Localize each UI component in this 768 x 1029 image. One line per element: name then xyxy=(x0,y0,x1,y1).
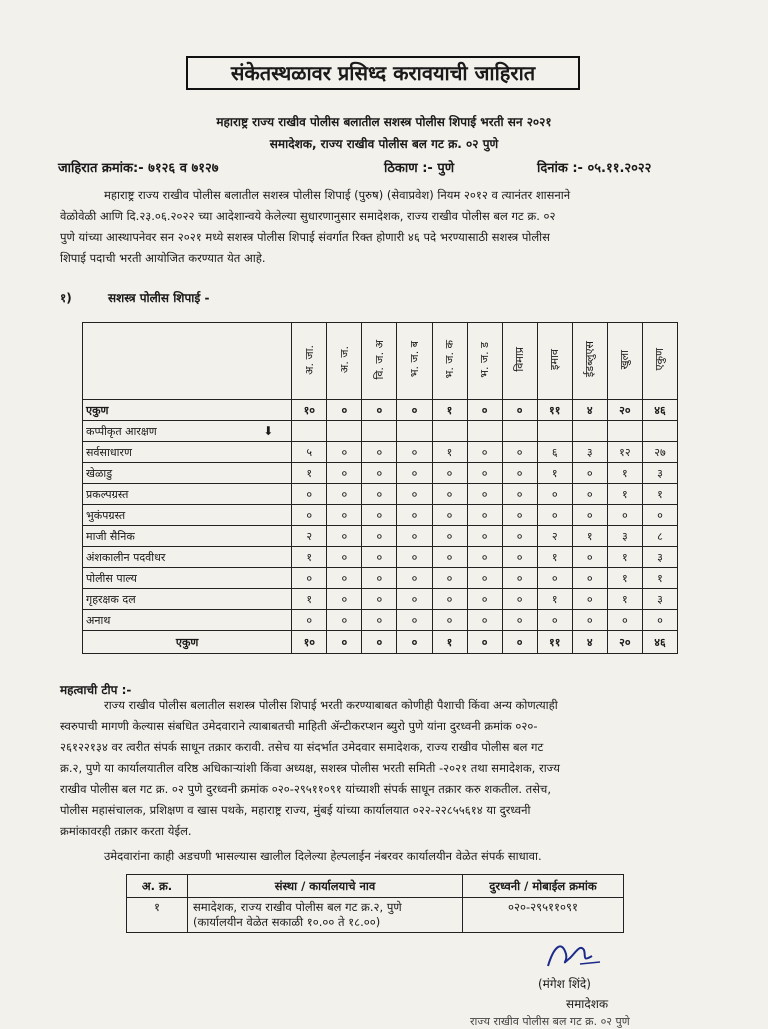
table-cell: ० xyxy=(432,505,467,526)
table-cell: ० xyxy=(537,610,572,631)
table-cell: ० xyxy=(502,610,537,631)
table-cell: १ xyxy=(537,547,572,568)
note-line: क्रमांकावरही तक्रार करता येईल. xyxy=(60,824,192,838)
table-cell: ० xyxy=(467,442,502,463)
table-cell: ० xyxy=(502,547,537,568)
table-cell xyxy=(572,421,607,442)
row-label xyxy=(83,526,292,547)
table-cell: ० xyxy=(432,484,467,505)
table-cell: १ xyxy=(607,568,642,589)
table-cell: ० xyxy=(362,589,397,610)
table-cell: ३ xyxy=(572,442,607,463)
column-header: भ. ज. क xyxy=(432,323,467,400)
vacancy-table xyxy=(82,322,678,654)
helpline-header: अ. क्र. xyxy=(127,875,188,898)
total-cell: ११ xyxy=(537,631,572,654)
table-cell xyxy=(432,421,467,442)
table-cell xyxy=(607,421,642,442)
table-cell: १ xyxy=(607,589,642,610)
table-cell xyxy=(537,421,572,442)
table-cell: १ xyxy=(642,484,677,505)
table-cell: १ xyxy=(572,526,607,547)
table-cell: ० xyxy=(397,568,432,589)
subtitle-office: समादेशक, राज्य राखीव पोलीस बल गट क्र. ०२ पुणे xyxy=(269,137,499,151)
section-title: सशस्त्र पोलीस शिपाई - xyxy=(108,291,210,305)
row-label-text: अनाथ xyxy=(86,613,111,627)
table-cell: १ xyxy=(292,589,327,610)
ad-number: जाहिरात क्रमांक:- ७१२६ व ७१२७ xyxy=(58,161,219,176)
row-label xyxy=(83,442,292,463)
table-cell: ० xyxy=(467,568,502,589)
table-cell: ० xyxy=(397,526,432,547)
table-cell: ४ xyxy=(572,400,607,421)
table-cell: ० xyxy=(292,610,327,631)
table-cell: २ xyxy=(537,526,572,547)
table-row xyxy=(83,463,678,484)
table-row xyxy=(83,400,678,421)
row-label xyxy=(83,589,292,610)
table-cell: ८ xyxy=(642,526,677,547)
table-cell: ० xyxy=(642,610,677,631)
table-cell: ० xyxy=(397,463,432,484)
table-row xyxy=(83,526,678,547)
table-cell: ० xyxy=(397,442,432,463)
table-cell: ० xyxy=(467,547,502,568)
row-label xyxy=(83,400,292,421)
table-cell: ० xyxy=(327,568,362,589)
table-cell: ० xyxy=(432,463,467,484)
helpline-header-row xyxy=(127,875,624,898)
table-cell: १ xyxy=(432,400,467,421)
table-corner xyxy=(83,323,292,400)
table-cell: ० xyxy=(572,547,607,568)
table-cell: ० xyxy=(327,610,362,631)
table-cell: ० xyxy=(572,568,607,589)
table-cell: ० xyxy=(432,589,467,610)
place: ठिकाण :- पुणे xyxy=(384,161,455,176)
row-label xyxy=(83,610,292,631)
table-cell xyxy=(502,421,537,442)
table-cell: ० xyxy=(537,484,572,505)
table-cell: ० xyxy=(607,505,642,526)
date: दिनांक :- ०५.११.२०२२ xyxy=(537,161,652,176)
table-row xyxy=(83,442,678,463)
table-cell: ० xyxy=(572,463,607,484)
column-header: अ. ज. xyxy=(327,323,362,400)
table-cell: ० xyxy=(327,442,362,463)
table-cell: ६ xyxy=(537,442,572,463)
table-cell: ० xyxy=(467,526,502,547)
row-label-text: सर्वसाधारण xyxy=(86,445,132,459)
column-header: खुला xyxy=(607,323,642,400)
table-cell xyxy=(362,421,397,442)
intro-line: वेळोवेळी आणि दि.२३.०६.२०२२ च्या आदेशान्वये केलेल्या सुधारणानुसार समादेशक, राज्य राखीव पोलीस बल गट क्र. ०२ xyxy=(60,209,556,223)
total-cell: ४६ xyxy=(642,631,677,654)
helpline-office-name: समादेशक, राज्य राखीव पोलीस बल गट क्र.२, पुणे xyxy=(193,900,402,914)
helpline-intro: उमेदवारांना काही अडचणी भासल्यास खालील दिलेल्या हेल्पलाईन नंबरवर कार्यालयीन वेळेत संपर्क साधावा. xyxy=(104,849,542,863)
total-cell: १ xyxy=(432,631,467,654)
total-label: एकुण xyxy=(83,631,292,654)
intro-line: महाराष्ट्र राज्य राखीव पोलीस बलातील सशस्त्र पोलीस शिपाई (पुरुष) (सेवाप्रवेश) नियम २०१२ व त्यानंतर शासनाने xyxy=(104,188,571,202)
table-cell: ० xyxy=(537,505,572,526)
column-header: एकुण xyxy=(642,323,677,400)
table-cell: ० xyxy=(432,610,467,631)
table-cell: ० xyxy=(362,505,397,526)
total-cell: २० xyxy=(607,631,642,654)
subtitle-recruitment: महाराष्ट्र राज्य राखीव पोलीस बलातील सशस्त्र पोलीस शिपाई भरती सन २०२१ xyxy=(216,115,552,129)
row-label-text: भुकंपग्रस्त xyxy=(86,508,126,522)
arrow-down-icon: ⬇ xyxy=(263,423,274,438)
intro-line: शिपाई पदाची भरती आयोजित करण्यात येत आहे. xyxy=(60,251,266,265)
total-cell: ० xyxy=(502,631,537,654)
table-cell: ० xyxy=(572,610,607,631)
table-cell: ० xyxy=(292,484,327,505)
table-cell: ० xyxy=(327,400,362,421)
row-label xyxy=(83,568,292,589)
table-row xyxy=(83,610,678,631)
note-line: स्वरुपाची मागणी केल्यास संबधित उमेदवाराने त्याबाबतची माहिती ॲन्टीकरप्शन ब्युरो पुणे यांना दुरध्वनी क्रमांक ०२०- xyxy=(60,719,538,733)
table-cell: १ xyxy=(537,589,572,610)
table-cell xyxy=(292,421,327,442)
row-label xyxy=(83,421,292,442)
column-header: अ. जा. xyxy=(292,323,327,400)
table-cell: ० xyxy=(397,589,432,610)
column-header: वि. ज. अ xyxy=(362,323,397,400)
table-cell: ० xyxy=(327,526,362,547)
table-cell: ० xyxy=(292,505,327,526)
table-row xyxy=(83,484,678,505)
note-line: क्र.२, पुणे या कार्यालयातील वरिष्ठ अधिकाऱ्यांशी किंवा अध्यक्ष, सशस्त्र पोलीस भरती समिती -२०२१ तथा समादेशक, राज्य xyxy=(60,761,560,775)
table-cell: ० xyxy=(607,610,642,631)
row-label-text: पोलीस पाल्य xyxy=(86,571,137,585)
table-cell: ० xyxy=(292,568,327,589)
table-row xyxy=(83,589,678,610)
table-cell: १ xyxy=(292,547,327,568)
signature-mark xyxy=(540,936,630,972)
section-heading xyxy=(60,289,209,306)
table-cell: ० xyxy=(327,463,362,484)
table-cell: २७ xyxy=(642,442,677,463)
table-cell: ० xyxy=(362,463,397,484)
table-cell: २ xyxy=(292,526,327,547)
column-header: इमाव xyxy=(537,323,572,400)
helpline-office-hours: (कार्यालयीन वेळेत सकाळी १०.०० ते १८.००) xyxy=(193,915,381,929)
column-header: ईडब्लुएस xyxy=(572,323,607,400)
table-cell: ३ xyxy=(642,589,677,610)
row-label-text: कप्पीकृत आरक्षण xyxy=(86,424,157,438)
table-cell: ० xyxy=(502,526,537,547)
table-cell: ० xyxy=(397,484,432,505)
page-title: संकेतस्थळावर प्रसिध्द करावयाची जाहिरात xyxy=(186,56,580,90)
table-cell xyxy=(467,421,502,442)
row-label-text: गृहरक्षक दल xyxy=(86,592,136,606)
table-cell: ० xyxy=(572,484,607,505)
table-cell: ११ xyxy=(537,400,572,421)
total-cell: ४ xyxy=(572,631,607,654)
notes-heading: महत्वाची टीप :- xyxy=(60,683,132,697)
row-label-text: अंशकालीन पदवीधर xyxy=(86,550,166,564)
row-label-text: एकुण xyxy=(86,403,109,417)
column-header: विमाप्र xyxy=(502,323,537,400)
table-cell: १ xyxy=(607,484,642,505)
table-cell: ० xyxy=(572,589,607,610)
helpline-phone: ०२०-२९५११०९१ xyxy=(463,898,624,933)
table-cell: ० xyxy=(502,484,537,505)
table-cell: ३ xyxy=(642,463,677,484)
table-cell: ० xyxy=(467,400,502,421)
signatory-designation: समादेशक xyxy=(566,997,609,1011)
table-cell: ३ xyxy=(607,526,642,547)
table-cell: ० xyxy=(502,442,537,463)
table-cell: ० xyxy=(572,505,607,526)
table-cell: ० xyxy=(362,568,397,589)
table-cell: ० xyxy=(537,568,572,589)
table-cell: २० xyxy=(607,400,642,421)
total-row xyxy=(83,631,678,654)
note-line: २६१२२१३४ वर त्वरीत संपर्क साधून तक्रार करावी. तसेच या संदर्भात उमेदवार समादेशक, राज्य राखीव पोलीस बल गट xyxy=(60,740,544,754)
table-cell: ० xyxy=(642,505,677,526)
table-row xyxy=(83,505,678,526)
table-cell: १ xyxy=(607,547,642,568)
table-cell: ० xyxy=(362,442,397,463)
table-row xyxy=(83,568,678,589)
table-row xyxy=(127,898,624,933)
table-cell: ० xyxy=(467,505,502,526)
table-cell: ० xyxy=(397,400,432,421)
table-cell: ० xyxy=(467,610,502,631)
table-cell: ० xyxy=(502,589,537,610)
table-cell: ० xyxy=(432,547,467,568)
table-cell xyxy=(327,421,362,442)
table-cell: ० xyxy=(467,589,502,610)
table-cell: ० xyxy=(502,463,537,484)
table-cell: ० xyxy=(327,589,362,610)
note-line: राखीव पोलीस बल गट क्र. ०२ पुणे दुरध्वनी क्रमांक ०२०-२९५११०९१ यांच्याशी संपर्क साधून तक्रार करु शकतील. तसेच, xyxy=(60,782,551,796)
table-cell: ० xyxy=(327,484,362,505)
table-cell: ० xyxy=(327,505,362,526)
table-cell: १२ xyxy=(607,442,642,463)
table-cell: ० xyxy=(502,505,537,526)
helpline-header: दुरध्वनी / मोबाईल क्रमांक xyxy=(463,875,624,898)
table-cell: ० xyxy=(432,568,467,589)
table-cell: ० xyxy=(362,400,397,421)
table-cell: १ xyxy=(537,463,572,484)
table-row xyxy=(83,421,678,442)
note-line: राज्य राखीव पोलीस बलातील सशस्त्र पोलीस शिपाई भरती करण्याबाबत कोणीही पैशाची किंवा अन्य कोणत्याही xyxy=(104,698,558,712)
table-row xyxy=(83,547,678,568)
table-cell: ५ xyxy=(292,442,327,463)
total-cell: ० xyxy=(397,631,432,654)
table-cell: ० xyxy=(502,400,537,421)
total-cell: ० xyxy=(362,631,397,654)
signatory-name: (मंगेश शिंदे) xyxy=(538,977,591,991)
intro-line: पुणे यांच्या आस्थापनेवर सन २०२१ मध्ये सशस्त्र पोलीस शिपाई संवर्गात रिक्त होणारी ४६ पदे भरण्यासाठी सशस्त्र पोलीस xyxy=(60,230,550,244)
table-cell: ० xyxy=(397,610,432,631)
column-header: भ. ज. ड xyxy=(467,323,502,400)
table-cell xyxy=(397,421,432,442)
column-header: भ. ज. ब xyxy=(397,323,432,400)
table-cell: ० xyxy=(467,463,502,484)
helpline-sr: १ xyxy=(127,898,188,933)
row-label xyxy=(83,547,292,568)
helpline-table xyxy=(126,874,624,933)
table-header-row xyxy=(83,323,678,400)
table-cell: ० xyxy=(397,505,432,526)
table-cell: १ xyxy=(607,463,642,484)
row-label xyxy=(83,463,292,484)
table-cell: ० xyxy=(362,547,397,568)
helpline-header: संस्था / कार्यालयाचे नाव xyxy=(188,875,463,898)
section-number: १) xyxy=(60,291,72,305)
total-cell: ० xyxy=(327,631,362,654)
table-cell xyxy=(642,421,677,442)
table-cell: ० xyxy=(397,547,432,568)
signatory-office-partial: राज्य राखीव पोलीस बल गट क्र. ०२ पुणे xyxy=(470,1015,630,1028)
table-cell: ० xyxy=(362,484,397,505)
row-label-text: प्रकल्पग्रस्त xyxy=(86,487,129,501)
row-label-text: माजी सैनिक xyxy=(86,529,135,543)
note-line: पोलीस महासंचालक, प्रशिक्षण व खास पथके, महाराष्ट्र राज्य, मुंबई यांच्या कार्यालयात ०२२-२२८५५६१४ या दुरध्वनी xyxy=(60,803,531,817)
helpline-office xyxy=(188,898,463,933)
table-cell: ० xyxy=(327,547,362,568)
table-cell: ० xyxy=(362,526,397,547)
row-label xyxy=(83,505,292,526)
table-cell: ० xyxy=(432,526,467,547)
table-cell: १० xyxy=(292,400,327,421)
table-cell: ४६ xyxy=(642,400,677,421)
row-label xyxy=(83,484,292,505)
table-cell: ० xyxy=(502,568,537,589)
table-cell: ३ xyxy=(642,547,677,568)
total-cell: ० xyxy=(467,631,502,654)
table-cell: ० xyxy=(467,484,502,505)
row-label-text: खेळाडु xyxy=(86,466,113,480)
table-cell: १ xyxy=(292,463,327,484)
table-cell: १ xyxy=(642,568,677,589)
table-cell: १ xyxy=(432,442,467,463)
table-cell: ० xyxy=(362,610,397,631)
total-cell: १० xyxy=(292,631,327,654)
